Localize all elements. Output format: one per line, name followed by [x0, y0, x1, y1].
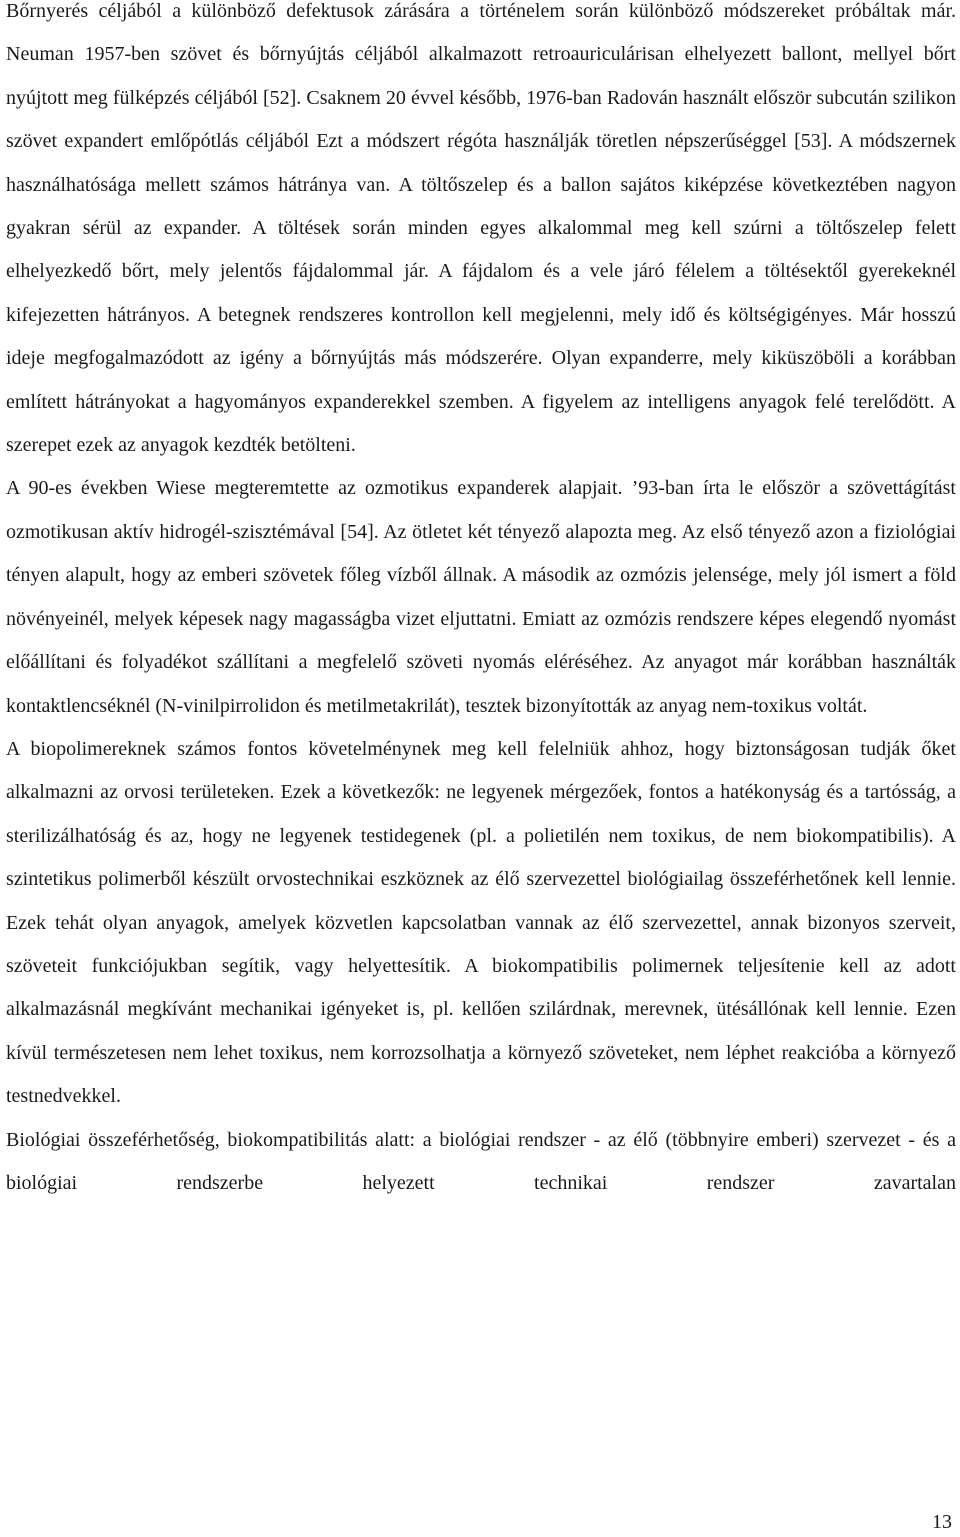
paragraph-osmotic-expander: A 90-es években Wiese megteremtette az ozmotikus expanderek alapjait. ’93-ban írta le először a szövettágítást ozmotikusan aktív hidrogél-szisztémával [54]. Az ötletet két tényező alapozta meg. Az első tényező azon a fiziológiai tényen alapult, hogy az emberi szövetek főleg vízből állnak. A második az ozmózis jelensége, mely jól ismert a föld növényeinél, melyek képesek nagy magasságba vizet eljuttatni. Emiatt az ozmózis rendszere képes elegendő nyomást előállítani és folyadékot szállítani a megfelelő szöveti nyomás eléréséhez. Az anyagot már korábban használták kontaktlencséknél (N-vinilpirrolidon és metilmetakrilát), tesztek bizonyították az anyag nem-toxikus voltát.: [6, 477, 956, 717]
document-page: [6, 0, 956, 1205]
paragraph-biocompatibility-definition: Biológiai összeférhetőség, biokompatibilitás alatt: a biológiai rendszer - az élő (többnyire emberi) szervezet - és a biológiai rendszerbe helyezett technikai rendszer zavartalan: [6, 1128, 956, 1194]
page-number: 13: [932, 1511, 952, 1533]
paragraph-biopolymer-requirements: A biopolimereknek számos fontos követelménynek meg kell felelniük ahhoz, hogy biztonságosan tudják őket alkalmazni az orvosi területeken. Ezek a következők: ne legyenek mérgezőek, fontos a hatékonyság és a tartósság, a sterilizálhatóság és az, hogy ne legyenek testidegenek (pl. a polietilén nem toxikus, de nem biokompatibilis). A szintetikus polimerből készült orvostechnikai eszköznek az élő szervezettel biológiailag összeférhetőnek kell lennie. Ezek tehát olyan anyagok, amelyek közvetlen kapcsolatban vannak az élő szervezettel, annak bizonyos szerveit, szöveteit funkciójukban segítik, vagy helyettesítik. A biokompatibilis polimernek teljesítenie kell az adott alkalmazásnál megkívánt mechanikai igényeket is, pl. kellően szilárdnak, merevnek, ütésállónak kell lennie. Ezen kívül természetesen nem lehet toxikus, nem korrozsolhatja a környező szöveteket, nem léphet reakcióba a környező testnedvekkel.: [6, 737, 956, 1108]
paragraph-skin-expansion-history: Bőrnyerés céljából a különböző defektusok zárására a történelem során különböző módszereket próbáltak már. Neuman 1957-ben szövet és bőrnyújtás céljából alkalmazott retroauriculárisan elhelyezett ballont, mellyel bőrt nyújtott meg fülképzés céljából [52]. Csaknem 20 évvel később, 1976-ban Radován használt először subcután szilikon szövet expandert emlőpótlás céljából Ezt a módszert régóta használják töretlen népszerűséggel [53]. A módszernek használhatósága mellett számos hátránya van. A töltőszelep és a ballon sajátos kiképzése következtében nagyon gyakran sérül az expander. A töltések során minden egyes alkalommal meg kell szúrni a töltőszelep felett elhelyezkedő bőrt, mely jelentős fájdalommal jár. A fájdalom és a vele járó félelem a töltésektől gyerekeknél kifejezetten hátrányos. A betegnek rendszeres kontrollon kell megjelenni, mely idő és költségigényes. Már hosszú ideje megfogalmazódott az igény a bőrnyújtás más módszerére. Olyan expanderre, mely kiküszöböli a korábban említett hátrányokat a hagyományos expanderekkel szemben. A figyelem az intelligens anyagok felé terelődött. A szerepet ezek az anyagok kezdték betölteni.: [6, 0, 956, 457]
